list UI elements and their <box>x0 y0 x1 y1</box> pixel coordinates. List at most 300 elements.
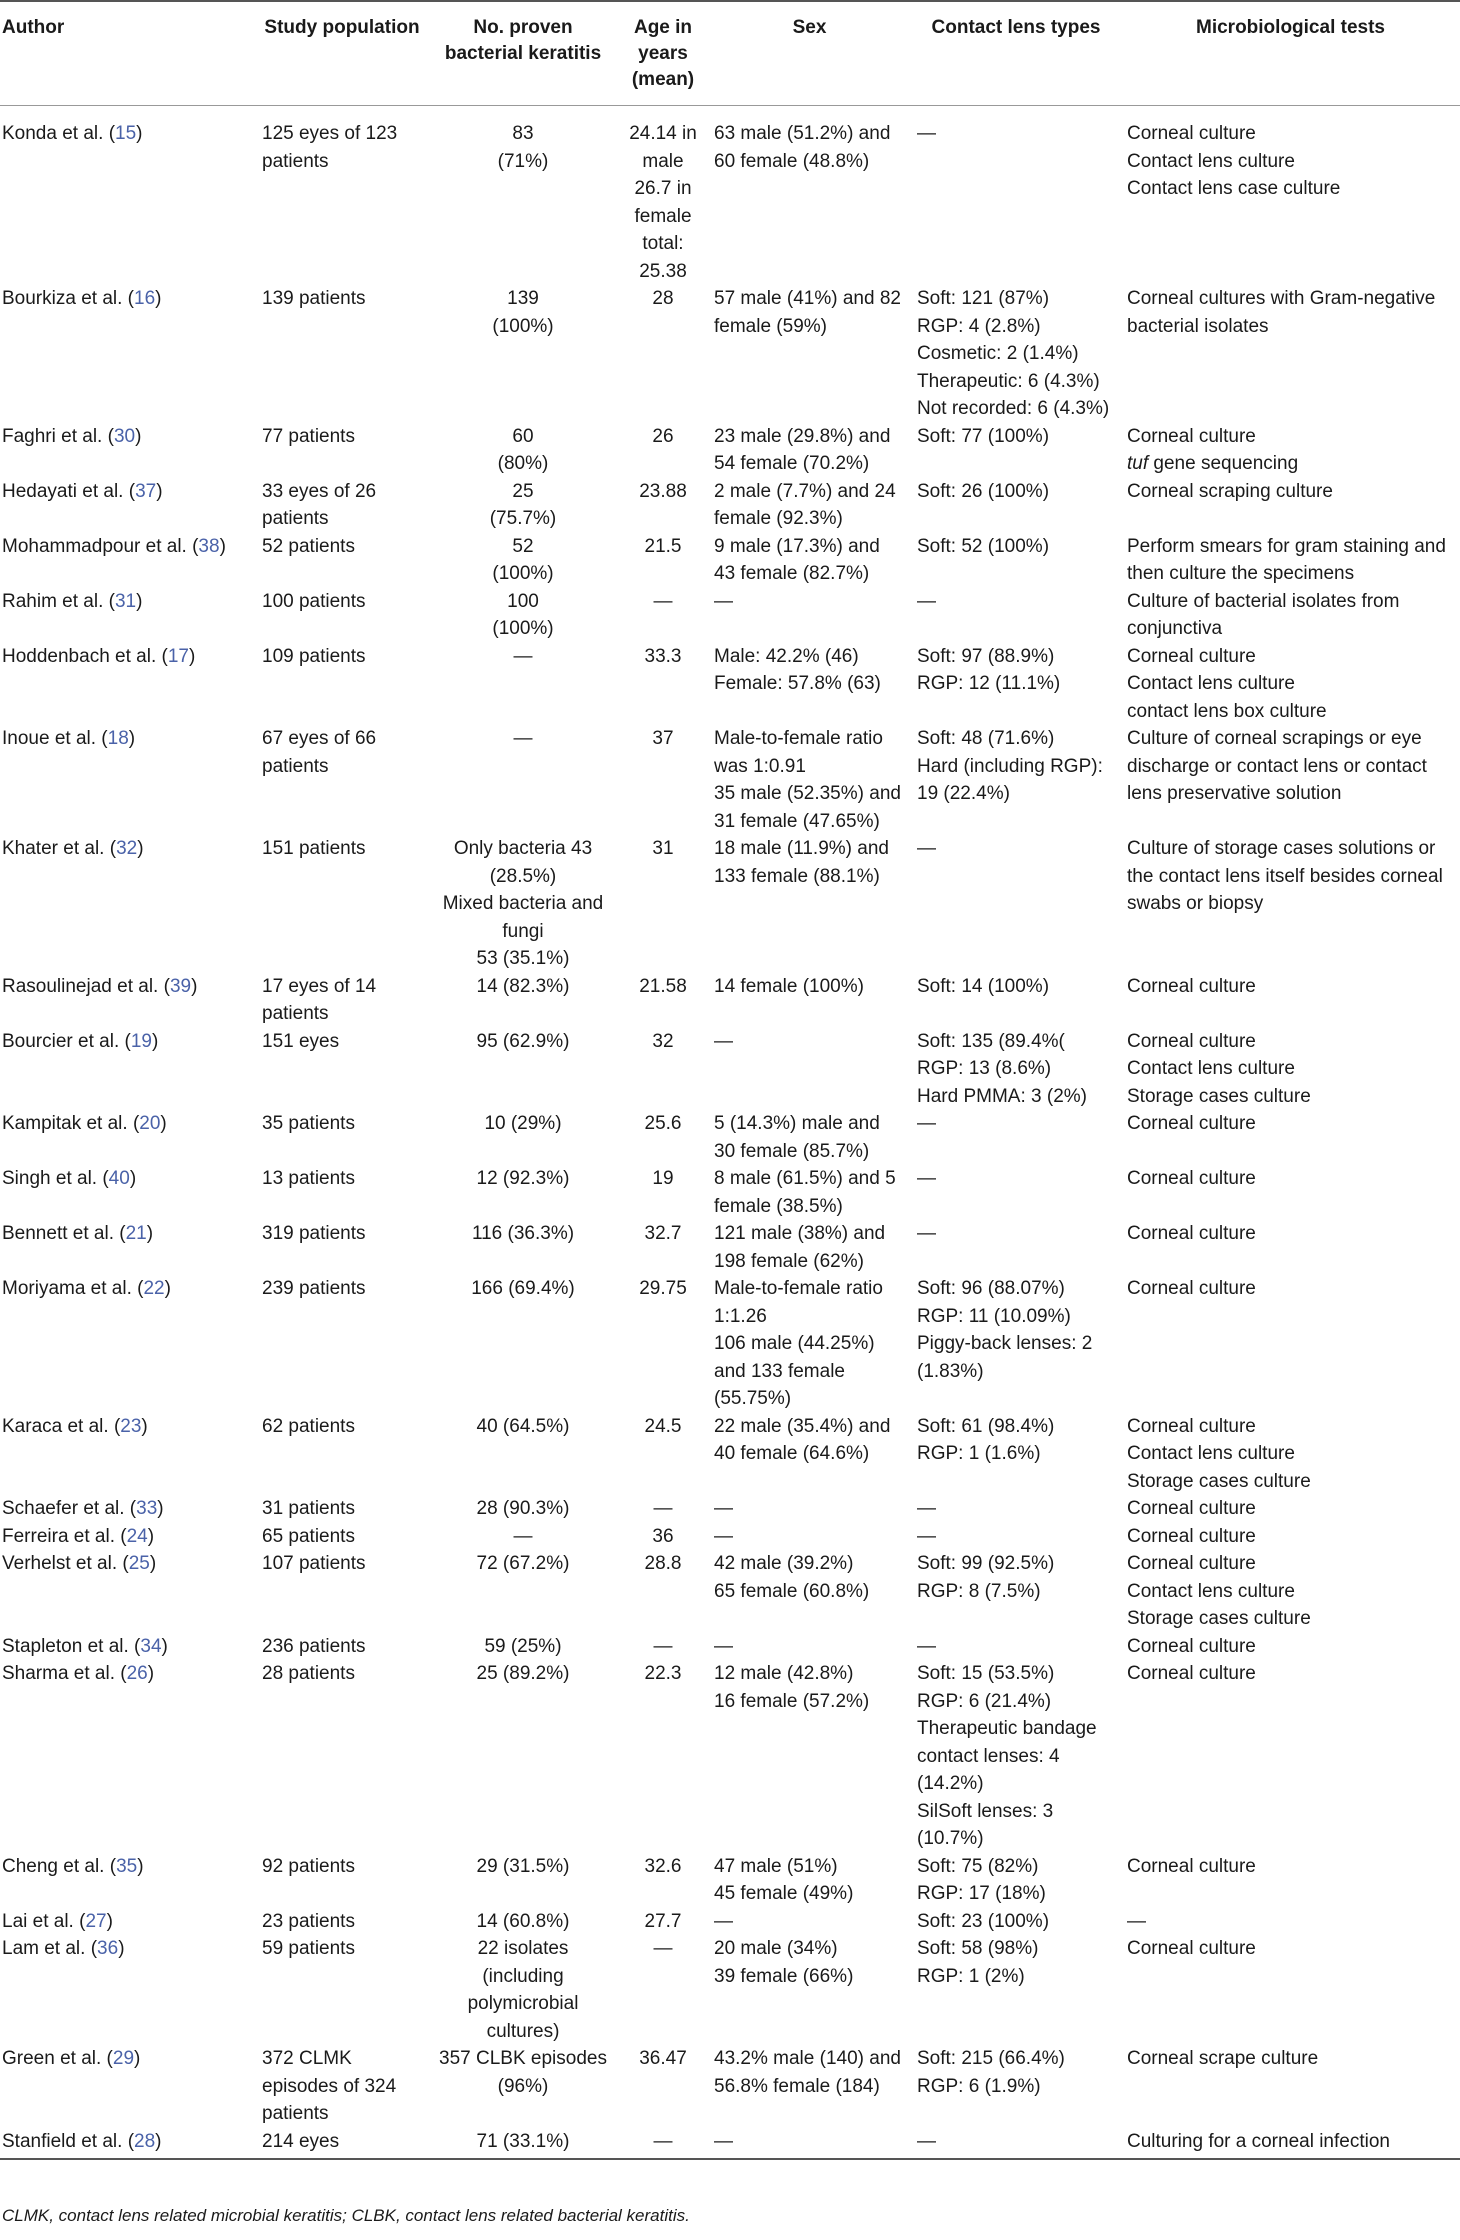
cell-sex <box>708 643 911 726</box>
cell-age <box>618 835 708 973</box>
closing-paren: ) <box>118 1938 125 1959</box>
cell-line: — <box>513 728 533 749</box>
cell-line: 45 female (49%) <box>714 1883 854 1904</box>
cell-proven-keratitis <box>428 1165 618 1220</box>
cell-line: (75.7%) <box>489 508 557 529</box>
cell-age <box>618 478 708 533</box>
cell-line: 14 (82.3%) <box>476 975 570 997</box>
cell-study-population <box>256 1853 428 1908</box>
cell-age <box>618 725 708 835</box>
cell-age <box>618 973 708 1028</box>
reference-link[interactable]: 29 <box>112 2048 135 2069</box>
cell-line: Soft: 75 (82%) <box>917 1855 1039 1877</box>
cell-line: Male: 42.2% (46) <box>714 645 859 667</box>
cell-author <box>0 285 256 423</box>
cell-line: RGP: 13 (8.6%) <box>917 1058 1052 1079</box>
author-name: Konda et al. ( <box>2 123 116 144</box>
cell-line: 372 CLMK episodes of 324 patients <box>262 2048 397 2124</box>
cell-microbiological-tests <box>1121 2128 1460 2160</box>
table-row <box>0 1165 1460 1220</box>
cell-author <box>0 1908 256 1936</box>
cell-age <box>618 1660 708 1853</box>
cell-line: 357 CLBK episodes <box>439 2048 607 2069</box>
table-header <box>0 1 1460 106</box>
reference-link[interactable]: 32 <box>116 838 138 859</box>
cell-proven-keratitis <box>428 1110 618 1165</box>
cell-line: 72 (67.2%) <box>476 1553 570 1574</box>
cell-line: 151 patients <box>262 838 366 859</box>
author-name: Schaefer et al. ( <box>2 1498 137 1519</box>
cell-line: 35 male (52.35%) and 31 female (47.65%) <box>714 783 901 832</box>
cell-lens-types <box>911 1165 1121 1220</box>
cell-line: 22 isolates <box>477 1938 569 1959</box>
header-proven-keratitis: No. proven bacterial keratitis <box>428 1 618 106</box>
cell-line: Contact lens culture <box>1127 1058 1295 1079</box>
cell-microbiological-tests <box>1121 835 1460 973</box>
table-row <box>0 1413 1460 1496</box>
cell-line: Soft: 23 (100%) <box>917 1910 1050 1932</box>
cell-line: 166 (69.4%) <box>471 1278 575 1299</box>
cell-line: 32 <box>652 1030 674 1052</box>
cell-study-population <box>256 1413 428 1496</box>
cell-lens-types <box>911 588 1121 643</box>
cell-proven-keratitis <box>428 1550 618 1633</box>
cell-proven-keratitis <box>428 1220 618 1275</box>
author-name: Hoddenbach et al. ( <box>2 645 168 667</box>
cell-line: Therapeutic bandage contact lenses: 4 (14.2%) <box>917 1718 1097 1794</box>
cell-study-population <box>256 423 428 478</box>
cell-proven-keratitis <box>428 1660 618 1853</box>
cell-line: Soft: 99 (92.5%) <box>917 1553 1055 1574</box>
closing-paren: ) <box>188 645 196 667</box>
cell-line: Culture of bacterial isolates from conjunctiva <box>1127 590 1400 639</box>
cell-study-population <box>256 1633 428 1661</box>
table-row <box>0 1220 1460 1275</box>
cell-microbiological-tests <box>1121 643 1460 726</box>
table-row <box>0 725 1460 835</box>
cell-sex <box>708 1523 911 1551</box>
cell-line: 319 patients <box>262 1223 366 1244</box>
cell-lens-types <box>911 1413 1121 1496</box>
cell-author <box>0 1028 256 1111</box>
cell-age <box>618 1908 708 1936</box>
cell-line: Corneal culture <box>1127 425 1256 447</box>
cell-line: 25.6 <box>644 1113 682 1134</box>
cell-line: 29 (31.5%) <box>476 1855 570 1877</box>
cell-microbiological-tests <box>1121 973 1460 1028</box>
cell-line: 21.5 <box>644 535 682 557</box>
cell-sex <box>708 1275 911 1413</box>
cell-line: — <box>714 1910 733 1932</box>
cell-line: Corneal culture <box>1127 1168 1256 1189</box>
cell-lens-types <box>911 285 1121 423</box>
cell-line: — <box>714 590 733 612</box>
cell-line: 33.3 <box>644 645 682 667</box>
cell-line: 36 <box>652 1525 674 1547</box>
table-row <box>0 1275 1460 1413</box>
header-author: Author <box>0 1 256 106</box>
reference-link[interactable]: 22 <box>143 1278 165 1299</box>
cell-line: RGP: 1 (2%) <box>917 1965 1025 1987</box>
reference-link[interactable]: 20 <box>139 1113 161 1134</box>
table-row <box>0 285 1460 423</box>
cell-study-population <box>256 1550 428 1633</box>
cell-sex <box>708 1220 911 1275</box>
cell-study-population <box>256 1935 428 2045</box>
closing-paren: ) <box>134 2048 141 2069</box>
cell-line: RGP: 11 (10.09%) <box>917 1305 1071 1327</box>
cell-sex <box>708 1660 911 1853</box>
reference-link[interactable]: 17 <box>167 645 189 667</box>
cell-line: 36.47 <box>639 2048 687 2069</box>
author-name: Khater et al. ( <box>2 838 117 859</box>
cell-microbiological-tests <box>1121 1165 1460 1220</box>
reference-link[interactable]: 38 <box>198 535 220 557</box>
cell-proven-keratitis <box>428 1853 618 1908</box>
cell-line: 40 (64.5%) <box>476 1415 570 1437</box>
closing-paren: ) <box>136 123 143 144</box>
cell-line: — <box>653 1498 673 1519</box>
table-row <box>0 588 1460 643</box>
author-name: Kampitak et al. ( <box>2 1113 140 1134</box>
cell-line: Male-to-female ratio 1:1.26 <box>714 1278 883 1327</box>
cell-line: 31 patients <box>262 1498 355 1519</box>
reference-link[interactable]: 33 <box>136 1498 158 1519</box>
closing-paren: ) <box>164 1278 171 1299</box>
cell-sex <box>708 478 911 533</box>
cell-study-population <box>256 1028 428 1111</box>
cell-line: 17 eyes of 14 patients <box>262 975 377 1024</box>
cell-line: Soft: 58 (98%) <box>917 1938 1039 1959</box>
cell-study-population <box>256 1495 428 1523</box>
cell-author <box>0 1495 256 1523</box>
reference-link[interactable]: 16 <box>134 288 156 309</box>
cell-lens-types <box>911 478 1121 533</box>
cell-line: (80%) <box>497 453 549 474</box>
reference-link[interactable]: 21 <box>125 1223 147 1244</box>
author-name: Ferreira et al. ( <box>2 1525 127 1547</box>
cell-line: (including <box>482 1965 564 1987</box>
cell-study-population <box>256 835 428 973</box>
cell-age <box>618 1028 708 1111</box>
closing-paren: ) <box>135 425 142 447</box>
cell-microbiological-tests <box>1121 1110 1460 1165</box>
cell-line: Not recorded: 6 (4.3%) <box>917 398 1110 419</box>
cell-line: 100 <box>507 590 539 612</box>
cell-line: — <box>513 645 533 667</box>
table-row <box>0 835 1460 973</box>
header-microbiological-tests: Microbiological tests <box>1121 1 1460 106</box>
cell-proven-keratitis <box>428 1908 618 1936</box>
cell-study-population <box>256 725 428 835</box>
cell-line: (100%) <box>492 618 554 639</box>
closing-paren: ) <box>160 1113 167 1134</box>
cell-line: 42 male (39.2%) <box>714 1553 854 1574</box>
cell-line: 25 <box>512 480 534 502</box>
cell-age <box>618 1550 708 1633</box>
cell-line: Corneal culture <box>1127 1498 1256 1519</box>
cell-line: — <box>714 1525 733 1547</box>
cell-line: Corneal culture <box>1127 1553 1256 1574</box>
cell-lens-types <box>911 1633 1121 1661</box>
closing-paren: ) <box>137 838 144 859</box>
cell-proven-keratitis <box>428 973 618 1028</box>
author-name: Bourkiza et al. ( <box>2 288 134 309</box>
cell-microbiological-tests <box>1121 1853 1460 1908</box>
cell-study-population <box>256 1523 428 1551</box>
cell-author <box>0 1275 256 1413</box>
closing-paren: ) <box>147 1663 155 1684</box>
reference-link[interactable]: 19 <box>130 1030 152 1052</box>
cell-study-population <box>256 643 428 726</box>
cell-line: 43.2% male (140) and 56.8% female (184) <box>714 2048 901 2097</box>
footnote: CLMK, contact lens related microbial keratitis; CLBK, contact lens related bacterial keratitis. <box>2 2206 690 2225</box>
cell-lens-types <box>911 2128 1121 2160</box>
reference-link[interactable]: 39 <box>169 975 192 997</box>
cell-line: (100%) <box>492 563 554 584</box>
closing-paren: ) <box>149 1553 157 1574</box>
author-name: Lam et al. ( <box>2 1938 98 1959</box>
cell-line: 67 eyes of 66 patients <box>262 728 377 777</box>
cell-line: 52 patients <box>262 535 355 557</box>
closing-paren: ) <box>156 480 163 502</box>
reference-link[interactable]: 26 <box>126 1663 148 1684</box>
cell-line: 121 male (38%) and 198 female (62%) <box>714 1223 886 1272</box>
cell-age <box>618 1220 708 1275</box>
author-name: Faghri et al. ( <box>2 425 114 447</box>
cell-proven-keratitis <box>428 1633 618 1661</box>
cell-author <box>0 973 256 1028</box>
cell-sex <box>708 1028 911 1111</box>
cell-study-population <box>256 1220 428 1275</box>
cell-line: Corneal culture <box>1127 645 1256 667</box>
cell-proven-keratitis <box>428 533 618 588</box>
cell-age <box>618 533 708 588</box>
cell-line: Culture of storage cases solutions or the contact lens itself besides corneal swabs or biopsy <box>1127 838 1443 914</box>
cell-proven-keratitis <box>428 835 618 973</box>
reference-link[interactable]: 30 <box>113 425 136 447</box>
reference-link[interactable]: 34 <box>140 1635 162 1657</box>
cell-line: Corneal culture <box>1127 1030 1256 1052</box>
table-row <box>0 1028 1460 1111</box>
cell-proven-keratitis <box>428 1523 618 1551</box>
cell-author <box>0 1110 256 1165</box>
cell-line: — <box>653 1938 673 1959</box>
cell-line: 2 male (7.7%) and 24 female (92.3%) <box>714 480 896 529</box>
cell-line: Contact lens culture <box>1127 1443 1295 1464</box>
reference-link[interactable]: 35 <box>116 1855 138 1877</box>
cell-microbiological-tests <box>1121 588 1460 643</box>
cell-line: 9 male (17.3%) and 43 female (82.7%) <box>714 535 880 584</box>
cell-line: 25 (89.2%) <box>476 1663 570 1684</box>
cell-line: — <box>917 1498 936 1519</box>
cell-lens-types <box>911 1220 1121 1275</box>
cell-line: — <box>917 1635 936 1657</box>
reference-link[interactable]: 37 <box>135 480 157 502</box>
table-row <box>0 973 1460 1028</box>
gene-name: tuf <box>1127 453 1149 474</box>
reference-link[interactable]: 15 <box>115 123 137 144</box>
cell-lens-types <box>911 1523 1121 1551</box>
table-row <box>0 1110 1460 1165</box>
cell-lens-types <box>911 1550 1121 1633</box>
cell-lens-types <box>911 1853 1121 1908</box>
cell-line: 37 <box>652 728 674 749</box>
cell-line: RGP: 4 (2.8%) <box>917 315 1041 337</box>
cell-line: — <box>917 1223 936 1244</box>
cell-microbiological-tests <box>1121 285 1460 423</box>
cell-line: contact lens box culture <box>1127 700 1327 722</box>
cell-line <box>1127 450 1454 478</box>
author-name: Bennett et al. ( <box>2 1223 126 1244</box>
reference-link[interactable]: 40 <box>108 1168 130 1189</box>
cell-microbiological-tests <box>1121 1935 1460 2045</box>
cell-lens-types <box>911 106 1121 286</box>
table-row <box>0 1633 1460 1661</box>
cell-line: Corneal culture <box>1127 975 1256 997</box>
reference-link[interactable]: 27 <box>85 1910 107 1932</box>
cell-line: Piggy-back lenses: 2 (1.83%) <box>917 1333 1093 1382</box>
cell-sex <box>708 1550 911 1633</box>
table-row <box>0 2045 1460 2128</box>
cell-author <box>0 1523 256 1551</box>
table-row <box>0 643 1460 726</box>
cell-line: 22.3 <box>644 1663 682 1684</box>
cell-line: Hard (including RGP): 19 (22.4%) <box>917 755 1103 804</box>
cell-line: 52 <box>512 535 534 557</box>
cell-line: 59 patients <box>262 1938 355 1959</box>
reference-link[interactable]: 18 <box>107 728 129 749</box>
cell-microbiological-tests <box>1121 1908 1460 1936</box>
author-name: Singh et al. ( <box>2 1168 109 1189</box>
cell-line: 47 male (51%) <box>714 1855 838 1877</box>
closing-paren: ) <box>155 288 162 309</box>
cell-lens-types <box>911 973 1121 1028</box>
cell-line: 59 (25%) <box>484 1635 562 1657</box>
cell-line: 29.75 <box>639 1278 687 1299</box>
table-row <box>0 1660 1460 1853</box>
reference-link[interactable]: 28 <box>134 2130 156 2152</box>
cell-line: 77 patients <box>262 425 355 447</box>
cell-lens-types <box>911 2045 1121 2128</box>
cell-line: — <box>917 1113 936 1134</box>
cell-sex <box>708 725 911 835</box>
cell-proven-keratitis <box>428 1495 618 1523</box>
cell-line: cultures) <box>486 2020 560 2042</box>
cell-line: 23.88 <box>639 480 687 502</box>
reference-link[interactable]: 24 <box>126 1525 148 1547</box>
cell-line: 63 male (51.2%) and 60 female (48.8%) <box>714 123 891 172</box>
header-study-population: Study population <box>256 1 428 106</box>
cell-line: 236 patients <box>262 1635 366 1657</box>
cell-study-population <box>256 285 428 423</box>
cell-line: — <box>917 1525 936 1547</box>
closing-paren: ) <box>161 1635 168 1657</box>
header-age: Age in years (mean) <box>618 1 708 106</box>
author-name: Green et al. ( <box>2 2048 113 2069</box>
author-name: Rasoulinejad et al. ( <box>2 975 170 997</box>
cell-line: 62 patients <box>262 1415 355 1437</box>
cell-line: 28.8 <box>644 1553 682 1574</box>
cell-line: Soft: 135 (89.4%( <box>917 1030 1065 1052</box>
table-row <box>0 423 1460 478</box>
cell-sex <box>708 1908 911 1936</box>
cell-line: (71%) <box>497 150 549 172</box>
closing-paren: ) <box>157 1498 164 1519</box>
cell-age <box>618 1523 708 1551</box>
cell-proven-keratitis <box>428 2045 618 2128</box>
cell-line: female <box>634 205 692 227</box>
cell-microbiological-tests <box>1121 1633 1460 1661</box>
reference-link[interactable]: 36 <box>97 1938 119 1959</box>
cell-line: 26.7 in <box>634 178 692 199</box>
table-row <box>0 478 1460 533</box>
cell-proven-keratitis <box>428 106 618 286</box>
cell-author <box>0 1220 256 1275</box>
reference-link[interactable]: 31 <box>114 590 137 612</box>
cell-line: 23 male (29.8%) and 54 female (70.2%) <box>714 425 891 474</box>
cell-age <box>618 285 708 423</box>
cell-line: RGP: 6 (21.4%) <box>917 1690 1052 1712</box>
cell-line: — <box>714 1498 733 1519</box>
cell-age <box>618 106 708 286</box>
cell-line: 16 female (57.2%) <box>714 1690 870 1712</box>
cell-line: Corneal culture <box>1127 1278 1256 1299</box>
cell-line: Male-to-female ratio was 1:0.91 <box>714 728 883 777</box>
cell-line: — <box>714 1030 733 1052</box>
cell-sex <box>708 1853 911 1908</box>
reference-link[interactable]: 25 <box>128 1553 150 1574</box>
cell-line: RGP: 6 (1.9%) <box>917 2075 1041 2097</box>
cell-line: 28 patients <box>262 1663 355 1684</box>
reference-link[interactable]: 23 <box>120 1415 142 1437</box>
cell-line: (96%) <box>497 2075 549 2097</box>
cell-study-population <box>256 973 428 1028</box>
cell-line: 24.5 <box>644 1415 682 1437</box>
cell-lens-types <box>911 1908 1121 1936</box>
cell-line: Hard PMMA: 3 (2%) <box>917 1085 1087 1107</box>
cell-line: 109 patients <box>262 645 366 667</box>
cell-sex <box>708 1935 911 2045</box>
cell-line: RGP: 17 (18%) <box>917 1883 1046 1904</box>
cell-microbiological-tests <box>1121 1413 1460 1496</box>
cell-line: Mixed bacteria and fungi <box>442 893 604 942</box>
cell-proven-keratitis <box>428 643 618 726</box>
cell-line: Culturing for a corneal infection <box>1127 2130 1390 2152</box>
cell-line: — <box>917 1168 936 1189</box>
cell-line: 100 patients <box>262 590 366 612</box>
cell-line: 19 <box>652 1168 674 1189</box>
cell-age <box>618 1110 708 1165</box>
cell-line: 65 female (60.8%) <box>714 1580 870 1602</box>
cell-age <box>618 1633 708 1661</box>
cell-line: 27.7 <box>644 1910 682 1932</box>
cell-lens-types <box>911 1935 1121 2045</box>
cell-line: 33 eyes of 26 patients <box>262 480 377 529</box>
cell-author <box>0 2128 256 2160</box>
cell-lens-types <box>911 533 1121 588</box>
cell-line: 139 <box>507 288 539 309</box>
cell-line: 32.7 <box>644 1223 682 1244</box>
cell-study-population <box>256 588 428 643</box>
author-name: Rahim et al. ( <box>2 590 115 612</box>
cell-proven-keratitis <box>428 725 618 835</box>
cell-microbiological-tests <box>1121 1523 1460 1551</box>
cell-lens-types <box>911 423 1121 478</box>
cell-line: 106 male (44.25%) and 133 female (55.75%) <box>714 1333 875 1409</box>
table-row <box>0 1523 1460 1551</box>
cell-line: Soft: 52 (100%) <box>917 535 1050 557</box>
